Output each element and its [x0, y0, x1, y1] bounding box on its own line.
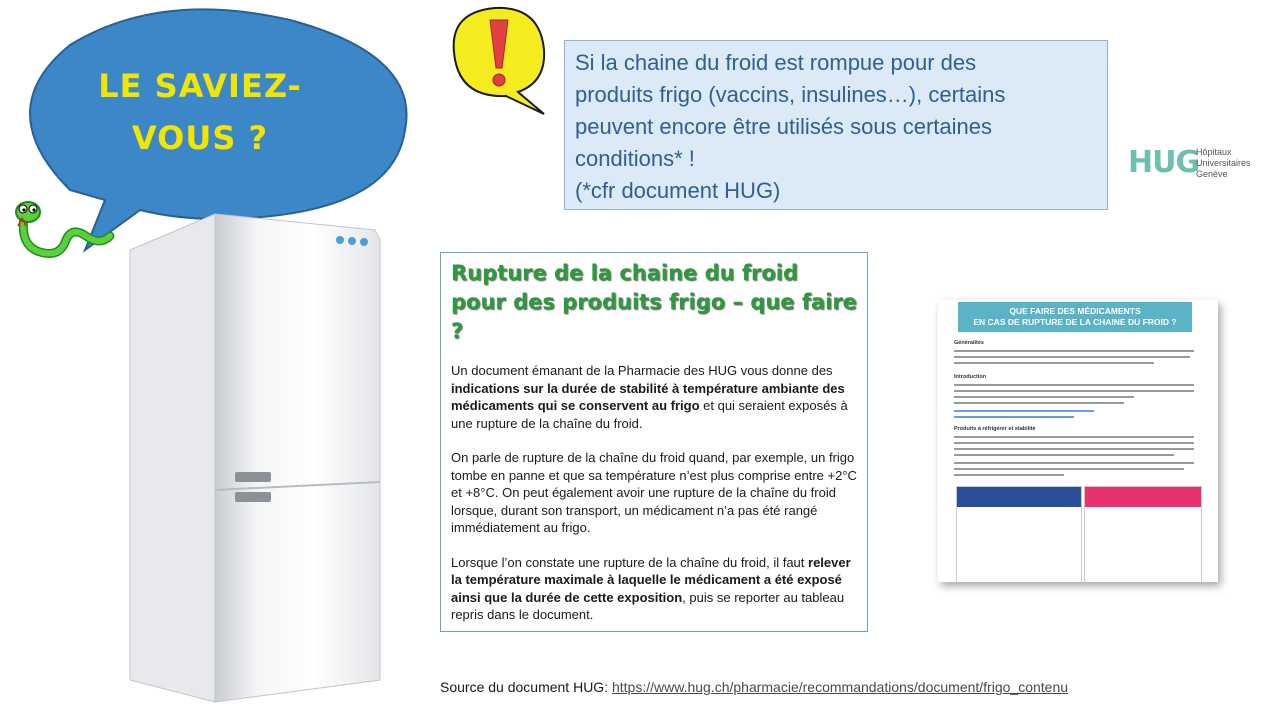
document-text-line — [954, 468, 1184, 470]
paragraph-2: On parle de rupture de la chaîne du froid quand, par exemple, un frigo tombe en panne et que sa température n’est plus comprise entre +2°C et +8°C. On peut également avoir une rupture de la chaîne du froid lorsque, durant son transport, un médicament n’a pas été rangé immédiatement au frigo. — [451, 450, 857, 535]
document-section-title: Introduction — [954, 374, 987, 380]
source-link[interactable]: https://www.hug.ch/pharmacie/recommandations/document/frigo_contenu — [611, 679, 1069, 695]
paragraph-3-end: , puis se reporter au tableau repris dans le document. — [451, 589, 845, 622]
paragraph-3-bold: relever la température maximale à laquelle le médicament a été exposé ainsi que la durée de cette exposition — [451, 554, 851, 605]
document-text-line — [954, 474, 1064, 476]
document-text-line — [954, 384, 1194, 386]
paragraph-3-text: Lorsque l’on constate une rupture de la chaîne du froid, il faut — [451, 554, 809, 570]
bubble-text: LE SAVIEZ- VOUS ? — [98, 67, 302, 157]
document-section-title: Produits à réfrigérer et stabilité — [954, 426, 1036, 432]
document-thumbnail — [938, 300, 1218, 582]
document-text-line — [954, 436, 1194, 438]
hug-logo-name: Hôpitaux Universitaires Genève — [1196, 147, 1251, 179]
document-text-line — [954, 462, 1194, 464]
document-text-line — [954, 390, 1194, 392]
document-link-line — [954, 416, 1074, 418]
exclamation-icon — [440, 2, 570, 122]
snake-mascot — [10, 196, 120, 276]
document-table-right — [1084, 486, 1202, 582]
info-text: Si la chaine du froid est rompue pour des produits frigo (vaccins, insulines…), certains peuvent encore être utilisés sous certaines conditions* ! (*cfr document HUG) — [575, 50, 1006, 203]
source-line — [440, 679, 1068, 695]
main-content-box — [440, 252, 868, 632]
document-text-line — [954, 454, 1174, 456]
paragraph-1-end: et qui seraient exposés à une rupture de la chaîne du froid. — [451, 398, 848, 431]
document-header: QUE FAIRE DES MÉDICAMENTS EN CAS DE RUPTURE DE LA CHAINE DU FROID ? — [958, 302, 1192, 332]
document-table-left-header — [957, 487, 1081, 507]
paragraph-3 — [451, 554, 857, 624]
fridge-illustration — [120, 210, 400, 710]
document-text-line — [954, 356, 1190, 358]
main-title: Rupture de la chaine du froid pour des produits frigo – que faire ? — [451, 261, 857, 343]
paragraph-1-text: Un document émanant de la Pharmacie des HUG vous donne des — [451, 363, 833, 378]
info-box — [564, 40, 1108, 210]
hug-logo — [1128, 146, 1258, 180]
document-text-line — [954, 362, 1154, 364]
document-table-left — [956, 486, 1082, 582]
source-label: Source du document HUG: — [440, 679, 612, 695]
document-text-line — [954, 442, 1194, 444]
document-text-line — [954, 350, 1194, 352]
document-table-right-header — [1085, 487, 1201, 507]
paragraph-1 — [451, 362, 857, 432]
document-section-title: Généralités — [954, 340, 984, 346]
paragraph-1-bold: indications sur la durée de stabilité à température ambiante des médicaments qui se conservent au frigo — [451, 380, 845, 413]
document-text-line — [954, 396, 1134, 398]
document-text-line — [954, 402, 1124, 404]
hug-logo-letters: HUG — [1128, 145, 1200, 180]
document-link-line — [954, 410, 1094, 412]
document-text-line — [954, 448, 1194, 450]
